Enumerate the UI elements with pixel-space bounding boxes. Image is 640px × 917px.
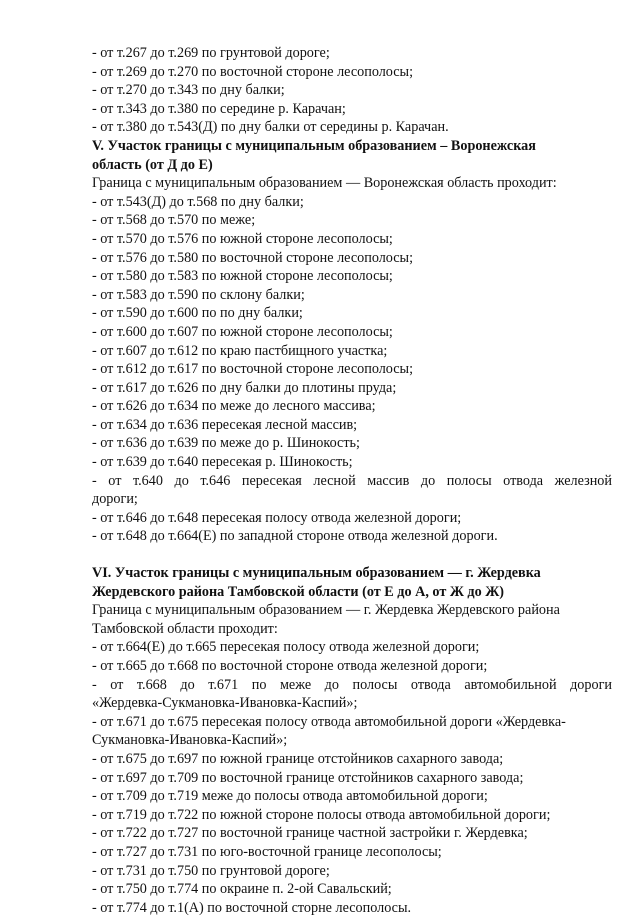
- section-vi-heading: VI. Участок границы с муниципальным образованием — г. Жердевка: [92, 565, 541, 582]
- list-item: - от т.380 до т.543(Д) по дну балки от середины р. Карачан.: [92, 119, 449, 136]
- list-item: - от т.267 до т.269 по грунтовой дороге;: [92, 45, 330, 61]
- list-item-long-cont: дороги;: [92, 491, 138, 508]
- list-item: - от т.343 до т.380 по середине р. Карачан;: [92, 100, 346, 117]
- section-v-heading-cont: область (от Д до Е): [92, 156, 213, 173]
- list-item: - от т.543(Д) до т.568 по дну балки;: [92, 193, 304, 210]
- list-item: - от т.731 до т.750 по грунтовой дороге;: [92, 862, 330, 879]
- section-gap: [92, 546, 612, 564]
- list-item: - от т.648 до т.664(Е) по западной стороне отвода железной дороги.: [92, 528, 498, 545]
- list-item: - от т.639 до т.640 пересекая р. Шинокость;: [92, 454, 353, 471]
- list-item: - от т.636 до т.639 по меже до р. Шинокость;: [92, 435, 360, 452]
- list-item: - от т.774 до т.1(А) по восточной сторне лесополосы.: [92, 899, 412, 916]
- list-item: - от т.719 до т.722 по южной стороне полосы отвода автомобильной дороги;: [92, 806, 551, 823]
- list-item-long: - от т.668 до т.671 по меже до полосы отвода автомобильной дороги: [92, 676, 612, 693]
- list-item: - от т.590 до т.600 по по дну балки;: [92, 305, 303, 322]
- section-iv-tail: [92, 44, 612, 137]
- list-item: - от т.612 до т.617 по восточной стороне лесополосы;: [92, 361, 414, 378]
- list-item: - от т.664(Е) до т.665 пересекая полосу отвода железной дороги;: [92, 639, 480, 656]
- document-page: [92, 44, 612, 917]
- section-vi-intro-cont: Тамбовской области проходит:: [92, 620, 278, 637]
- list-item: - от т.697 до т.709 по восточной границе отстойников сахарного завода;: [92, 769, 524, 786]
- section-v-intro: Граница с муниципальным образованием — Воронежская область проходит:: [92, 175, 557, 192]
- list-item: - от т.626 до т.634 по меже до лесного массива;: [92, 398, 376, 415]
- section-v: [92, 137, 612, 546]
- list-item: - от т.576 до т.580 по восточной стороне лесополосы;: [92, 249, 414, 266]
- list-item: - от т.727 до т.731 по юго-восточной границе лесополосы;: [92, 843, 442, 860]
- section-v-heading: V. Участок границы с муниципальным образованием – Воронежская: [92, 137, 536, 154]
- section-vi-intro: Граница с муниципальным образованием — г. Жердевка Жердевского района: [92, 602, 560, 619]
- list-item: - от т.607 до т.612 по краю пастбищного участка;: [92, 342, 388, 359]
- list-item: - от т.617 до т.626 по дну балки до плотины пруда;: [92, 379, 397, 396]
- list-item: - от т.568 до т.570 по меже;: [92, 212, 256, 229]
- list-item: - от т.722 до т.727 по восточной границе частной застройки г. Жердевка;: [92, 825, 528, 842]
- list-item: - от т.709 до т.719 меже до полосы отвода автомобильной дороги;: [92, 788, 488, 805]
- list-item: - от т.646 до т.648 пересекая полосу отвода железной дороги;: [92, 509, 462, 526]
- list-item: - от т.665 до т.668 по восточной стороне отвода железной дороги;: [92, 658, 488, 674]
- list-item: - от т.580 до т.583 по южной стороне лесополосы;: [92, 268, 393, 285]
- list-item: - от т.600 до т.607 по южной стороне лесополосы;: [92, 323, 393, 340]
- list-item: - от т.269 до т.270 по восточной стороне лесополосы;: [92, 63, 414, 80]
- section-vi: [92, 564, 612, 917]
- list-item: - от т.270 до т.343 по дну балки;: [92, 82, 285, 99]
- list-item: - от т.583 до т.590 по склону балки;: [92, 286, 305, 303]
- list-item-long-cont: Сукмановка-Ивановка-Каспий»;: [92, 732, 288, 749]
- list-item-long: - от т.671 до т.675 пересекая полосу отвода автомобильной дороги «Жердевка-: [92, 713, 566, 730]
- list-item: - от т.570 до т.576 по южной стороне лесополосы;: [92, 230, 393, 247]
- section-vi-heading-cont: Жердевского района Тамбовской области (от Е до А, от Ж до Ж): [92, 583, 504, 600]
- list-item-long: - от т.640 до т.646 пересекая лесной массив до полосы отвода железной: [92, 472, 612, 489]
- list-item: - от т.750 до т.774 по окраине п. 2-ой Савальский;: [92, 881, 392, 898]
- list-item: - от т.675 до т.697 по южной границе отстойников сахарного завода;: [92, 750, 504, 767]
- list-item: - от т.634 до т.636 пересекая лесной массив;: [92, 416, 358, 433]
- list-item-long-cont: «Жердевка-Сукмановка-Ивановка-Каспий»;: [92, 695, 358, 712]
